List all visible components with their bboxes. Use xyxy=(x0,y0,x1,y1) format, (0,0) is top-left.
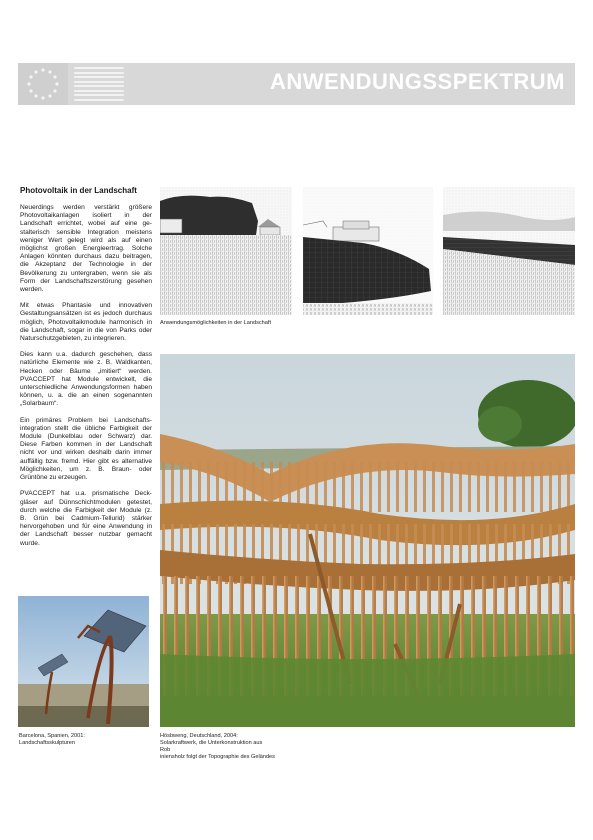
solar-sculpture-photo xyxy=(18,596,149,727)
article-title: Photovoltaik in der Landschaft xyxy=(20,186,137,195)
sketch-hedge-image xyxy=(160,187,292,315)
article-paragraph: Ein primäres Problem bei Landschaftsintegration stellt die übliche Farbigkeit der Module (Dunkelblau oder Schwarz) dar. Diese Farben kommen in der Landschaft nicht vor und wirken deshalb darin immer auffällig bzw. fremd. Hier gibt es alternative Möglichkeiten, um z. B. Braun- oder Grüntöne zu erzeugen. xyxy=(20,416,152,482)
article-paragraph: Neuerdings werden verstärkt größere Photovoltaikanlagen isoliert in der Landschaft errichtet, wobei auf eine gestalterisch sensible Integration meistens weniger Wert gelegt wird als auf einen möglichst großen Energieertrag. Solche Anlagen könnten durchaus dazu beitragen, die Akzeptanz der Technologie in der Bevölkerung zu untergraben, wenn sie als Form der Landschaftszerstörung gesehen werden. xyxy=(20,204,152,294)
sculpture-caption-desc: Landschaftsskulpturen xyxy=(19,740,75,746)
eu-stars-logo xyxy=(18,63,68,105)
article-paragraph: Mit etwas Phantasie und innovativen Gestaltungsansätzen ist es jedoch durchaus möglich, Photovoltaikmodule harmonisch in die Landschaft, sogar in die von Parks oder Naturschutzgebieten, zu integrieren. xyxy=(20,302,152,343)
logo-wordmark xyxy=(74,67,124,101)
sketch-long-hedge-image xyxy=(443,187,575,315)
solar-plant-caption-place: Hösbweng, Deutschland, 2004: xyxy=(160,733,238,739)
article-paragraph: PVACCEPT hat u.a. prismatische Deckgläser auf Dünnschichtmodulen getestet, durch welche die Farbigkeit der Module (z. B. Grün bei Cadmium-Tellurid) stärker hervorgehoben und für eine Anwendung in der Landschaft besser nutzbar gemacht wurde. xyxy=(20,490,152,547)
article-column xyxy=(20,186,152,556)
landscape-sketches-caption: Anwendungsmöglichkeiten in der Landschaft xyxy=(160,320,272,326)
page-title: ANWENDUNGSSPEKTRUM xyxy=(270,69,565,94)
header-bar xyxy=(18,63,575,105)
sculpture-caption xyxy=(19,733,85,747)
solar-plant-caption-line-2: iniensholz folgt der Topographie des Geländes xyxy=(160,754,275,760)
sculpture-caption-place: Barcelona, Spanien, 2001: xyxy=(19,733,85,739)
article-paragraph: Dies kann u.a. dadurch geschehen, dass natürliche Elemente wie z. B. Waldkanten, Hecken oder Bäume „imitiert“ werden. PVACCEPT hat Module entwickelt, die unterschiedliche Anwendungsformen haben können, u. a. die an einen sogenannten „Solarbaum“. xyxy=(20,351,152,408)
solar-plant-caption-line-1: Solarkraftwerk, die Unterkonstruktion aus Rob xyxy=(160,740,263,753)
sketch-module-wall-image xyxy=(303,187,433,315)
solar-plant-photo xyxy=(160,354,575,727)
solar-plant-caption xyxy=(160,733,275,761)
